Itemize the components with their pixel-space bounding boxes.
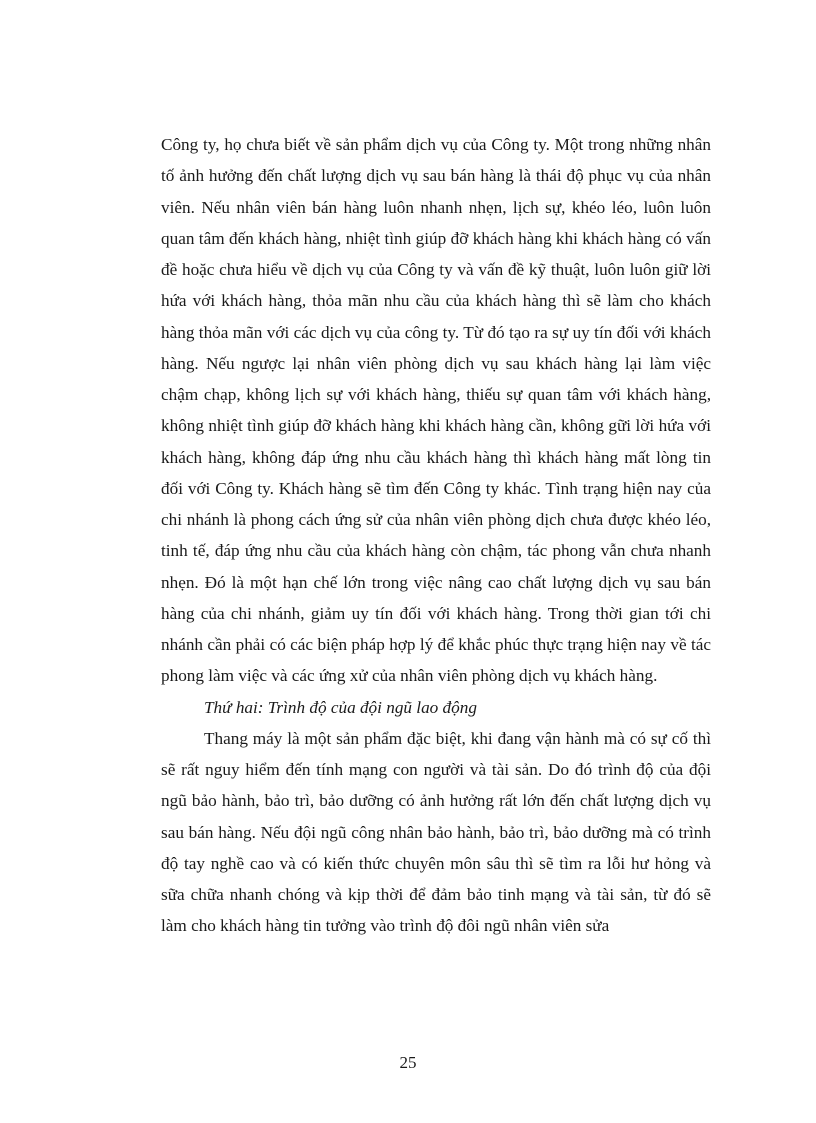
document-body	[161, 129, 711, 942]
paragraph-elevator-technical-staff: Thang máy là một sản phẩm đặc biệt, khi đang vận hành mà có sự cố thì sẽ rất nguy hiểm đến tính mạng con người và tài sản. Do đó trình độ của đội ngũ bảo hành, bảo trì, bảo dưỡng có ảnh hưởng rất lớn đến chất lượng dịch vụ sau bán hàng. Nếu đội ngũ công nhân bảo hành, bảo trì, bảo dưỡng mà có trình độ tay nghề cao và có kiến thức chuyên môn sâu thì sẽ tìm ra lỗi hư hỏng và sữa chữa nhanh chóng và kịp thời để đảm bảo tinh mạng và tài sản, từ đó sẽ làm cho khách hàng tin tưởng vào trình độ đôi ngũ nhân viên sửa	[161, 728, 711, 936]
page-number: 25	[399, 1053, 417, 1072]
section-heading-labor-qualification: Thứ hai: Trình độ của đội ngũ lao động	[204, 697, 477, 717]
paragraph-customer-service-attitude: Công ty, họ chưa biết về sản phẩm dịch vụ của Công ty. Một trong những nhân tố ảnh hưởng đến chất lượng dịch vụ sau bán hàng là thái độ phục vụ của nhân viên. Nếu nhân viên bán hàng luôn nhanh nhẹn, lịch sự, khéo léo, luôn luôn quan tâm đến khách hàng, nhiệt tình giúp đỡ khách hàng khi khách hàng có vấn đề hoặc chưa hiểu về dịch vụ của Công ty và vấn đề kỹ thuật, luôn luôn giữ lời hứa với khách hàng, thỏa mãn nhu cầu của khách hàng thì sẽ làm cho khách hàng thỏa mãn với các dịch vụ của công ty. Từ đó tạo ra sự uy tín đối với khách hàng. Nếu ngược lại nhân viên phòng dịch vụ sau khách hàng lại làm việc chậm chạp, không lịch sự với khách hàng, thiếu sự quan tâm với khách hàng, không nhiệt tình giúp đỡ khách hàng khi khách hàng cần, không gữi lời hứa với khách hàng, không đáp ứng nhu cầu khách hàng thì khách hàng mất lòng tin đối với Công ty. Khách hàng sẽ tìm đến Công ty khác. Tình trạng hiện nay của chi nhánh là phong cách ứng sử của nhân viên phòng dịch chưa được khéo léo, tinh tế, đáp ứng nhu cầu của khách hàng còn chậm, tác phong vẫn chưa nhanh nhẹn. Đó là một hạn chế lớn trong việc nâng cao chất lượng dịch vụ sau bán hàng của chi nhánh, giảm uy tín đối với khách hàng. Trong thời gian tới chi nhánh cần phải có các biện pháp hợp lý để khắc phúc thực trạng hiện nay về tác phong làm việc và các ứng xử của nhân viên phòng dịch vụ khách hàng.	[161, 135, 711, 686]
